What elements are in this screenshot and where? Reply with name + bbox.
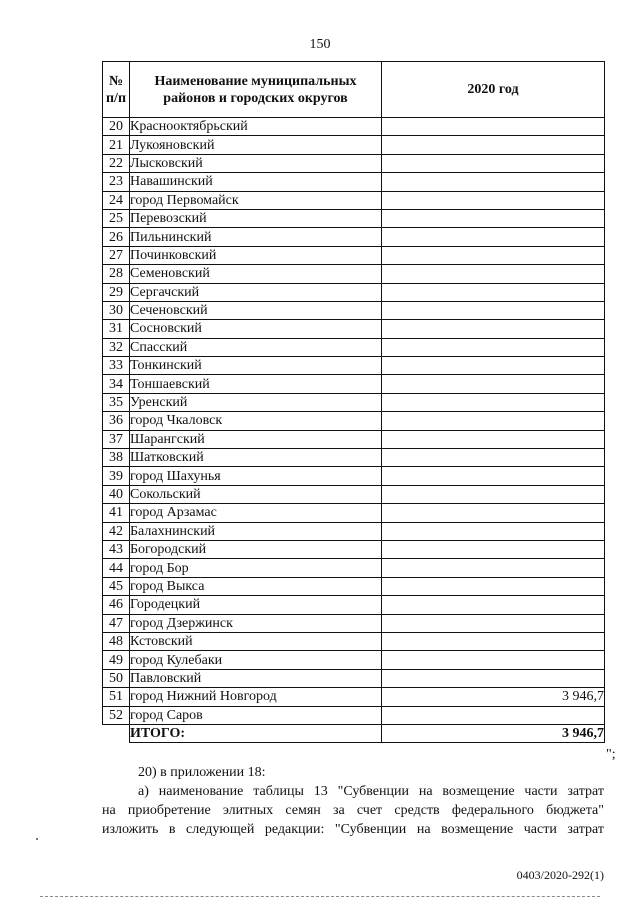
row-number: 34 (103, 375, 130, 393)
page-number: 150 (309, 37, 331, 52)
row-number: 42 (103, 522, 130, 540)
row-number: 50 (103, 669, 130, 687)
row-value (382, 393, 605, 411)
row-number: 24 (103, 191, 130, 209)
row-number: 35 (103, 393, 130, 411)
row-municipality: Семеновский (130, 265, 382, 283)
row-number: 49 (103, 651, 130, 669)
row-municipality: город Первомайск (130, 191, 382, 209)
table-row (103, 559, 605, 577)
table-row (103, 357, 605, 375)
table-row (103, 651, 605, 669)
table-row (103, 449, 605, 467)
table-row (103, 301, 605, 319)
header-number: № п/п (103, 62, 130, 118)
row-municipality: Сокольский (130, 485, 382, 503)
row-municipality: Балахнинский (130, 522, 382, 540)
row-value (382, 522, 605, 540)
row-number: 37 (103, 430, 130, 448)
row-number: 43 (103, 540, 130, 558)
row-municipality: Краснооктябрьский (130, 118, 382, 136)
table-row (103, 706, 605, 724)
row-municipality: Спасский (130, 338, 382, 356)
row-number: 41 (103, 504, 130, 522)
row-value (382, 596, 605, 614)
table-row (103, 485, 605, 503)
row-number: 21 (103, 136, 130, 154)
row-number: 32 (103, 338, 130, 356)
row-value (382, 614, 605, 632)
table-row (103, 614, 605, 632)
table-row (103, 412, 605, 430)
row-value (382, 577, 605, 595)
row-municipality: город Нижний Новгород (130, 688, 382, 706)
row-municipality: Сосновский (130, 320, 382, 338)
row-number: 28 (103, 265, 130, 283)
row-municipality: Лукояновский (130, 136, 382, 154)
table-row (103, 228, 605, 246)
total-row (103, 724, 605, 742)
row-municipality: Шатковский (130, 449, 382, 467)
row-value (382, 357, 605, 375)
row-municipality: город Бор (130, 559, 382, 577)
table-header-row (103, 62, 605, 118)
row-municipality: Городецкий (130, 596, 382, 614)
row-municipality: город Шахунья (130, 467, 382, 485)
row-value (382, 338, 605, 356)
row-value (382, 246, 605, 264)
row-municipality: Починковский (130, 246, 382, 264)
row-number: 30 (103, 301, 130, 319)
row-municipality: Богородский (130, 540, 382, 558)
row-number: 52 (103, 706, 130, 724)
document-code: 0403/2020-292(1) (516, 868, 604, 882)
page-bottom-rule (40, 896, 600, 897)
table-row (103, 430, 605, 448)
row-value (382, 118, 605, 136)
paragraph-continuation-2: изложить в следующей редакции: "Субвенции на возмещение части затрат (102, 822, 604, 837)
table-row (103, 338, 605, 356)
row-number: 45 (103, 577, 130, 595)
table-row (103, 504, 605, 522)
row-value (382, 136, 605, 154)
row-municipality: город Арзамас (130, 504, 382, 522)
row-value (382, 191, 605, 209)
total-empty-cell (103, 724, 130, 742)
row-value (382, 320, 605, 338)
row-number: 29 (103, 283, 130, 301)
row-value (382, 449, 605, 467)
table-row (103, 669, 605, 687)
scan-dot (36, 838, 38, 840)
table-row (103, 393, 605, 411)
row-number: 46 (103, 596, 130, 614)
row-value (382, 706, 605, 724)
row-municipality: Пильнинский (130, 228, 382, 246)
row-municipality: Сеченовский (130, 301, 382, 319)
paragraph-item-20: 20) в приложении 18: (138, 765, 266, 780)
row-value (382, 430, 605, 448)
closing-quote: "; (606, 747, 616, 762)
row-number: 33 (103, 357, 130, 375)
table-row (103, 154, 605, 172)
row-municipality: Павловский (130, 669, 382, 687)
table-row (103, 246, 605, 264)
row-value (382, 301, 605, 319)
row-municipality: Тоншаевский (130, 375, 382, 393)
table-row (103, 118, 605, 136)
row-value (382, 485, 605, 503)
row-value (382, 540, 605, 558)
row-number: 36 (103, 412, 130, 430)
table-row (103, 522, 605, 540)
row-municipality: Тонкинский (130, 357, 382, 375)
row-municipality: Уренский (130, 393, 382, 411)
row-number: 25 (103, 209, 130, 227)
table-row (103, 173, 605, 191)
row-value (382, 651, 605, 669)
total-label: ИТОГО: (130, 724, 382, 742)
row-number: 44 (103, 559, 130, 577)
row-value (382, 265, 605, 283)
row-value (382, 559, 605, 577)
row-municipality: Шарангский (130, 430, 382, 448)
table-row (103, 540, 605, 558)
row-value (382, 412, 605, 430)
table-row (103, 191, 605, 209)
row-municipality: город Дзержинск (130, 614, 382, 632)
row-value: 3 946,7 (382, 688, 605, 706)
paragraph-subitem-a: а) наименование таблицы 13 "Субвенции на возмещение части затрат (138, 784, 604, 799)
row-number: 47 (103, 614, 130, 632)
row-municipality: город Саров (130, 706, 382, 724)
row-number: 27 (103, 246, 130, 264)
row-number: 40 (103, 485, 130, 503)
row-municipality: город Кулебаки (130, 651, 382, 669)
row-number: 23 (103, 173, 130, 191)
row-value (382, 504, 605, 522)
row-municipality: город Чкаловск (130, 412, 382, 430)
row-value (382, 375, 605, 393)
row-municipality: город Выкса (130, 577, 382, 595)
row-number: 48 (103, 632, 130, 650)
row-municipality: Перевозский (130, 209, 382, 227)
row-municipality: Навашинский (130, 173, 382, 191)
row-value (382, 228, 605, 246)
table-row (103, 467, 605, 485)
header-municipality-name: Наименование муниципальных районов и городских округов (130, 62, 382, 118)
row-number: 20 (103, 118, 130, 136)
table-row (103, 283, 605, 301)
row-municipality: Кстовский (130, 632, 382, 650)
row-value (382, 467, 605, 485)
table-row (103, 265, 605, 283)
row-number: 39 (103, 467, 130, 485)
row-value (382, 632, 605, 650)
table-row (103, 688, 605, 706)
row-number: 22 (103, 154, 130, 172)
table-row (103, 209, 605, 227)
subsidy-table (102, 61, 605, 743)
row-number: 38 (103, 449, 130, 467)
table-row (103, 136, 605, 154)
row-number: 31 (103, 320, 130, 338)
table-row (103, 375, 605, 393)
row-value (382, 173, 605, 191)
header-year-2020: 2020 год (382, 62, 605, 118)
row-value (382, 209, 605, 227)
row-number: 51 (103, 688, 130, 706)
row-value (382, 283, 605, 301)
row-value (382, 669, 605, 687)
row-municipality: Лысковский (130, 154, 382, 172)
table-row (103, 320, 605, 338)
total-value: 3 946,7 (382, 724, 605, 742)
row-number: 26 (103, 228, 130, 246)
paragraph-continuation-1: на приобретение элитных семян за счет средств федерального бюджета" (102, 803, 604, 818)
table-row (103, 632, 605, 650)
table-row (103, 596, 605, 614)
table-body (103, 118, 605, 743)
row-value (382, 154, 605, 172)
row-municipality: Сергачский (130, 283, 382, 301)
table-row (103, 577, 605, 595)
